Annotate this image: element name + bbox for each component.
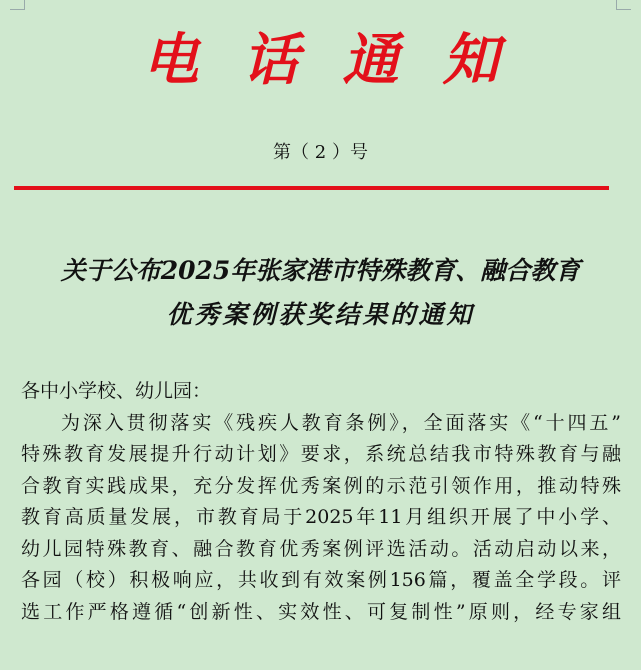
crop-mark-right	[616, 0, 631, 10]
notice-title-line-1: 关于公布2025年张家港市特殊教育、融合教育	[60, 256, 581, 285]
salutation: 各中小学校、幼儿园：	[21, 380, 212, 402]
body-line: 各园（校）积极响应，共收到有效案例156篇，覆盖全学段。评	[21, 569, 621, 591]
document-number: 第（ 2 ）号	[273, 142, 368, 163]
notice-title-line-2: 优秀案例获奖结果的通知	[166, 300, 475, 329]
body-line: 合教育实践成果，充分发挥优秀案例的示范引领作用，推动特殊	[21, 474, 621, 497]
body-line: 选工作严格遵循“创新性、实效性、可复制性”原则，经专家组	[21, 600, 621, 623]
body-line: 教育高质量发展，市教育局于2025年11月组织开展了中小学、	[21, 506, 621, 528]
crop-mark-left	[10, 0, 25, 10]
body-line: 特殊教育发展提升行动计划》要求，系统总结我市特殊教育与融	[21, 443, 621, 465]
notice-body	[21, 376, 621, 628]
body-line: 幼儿园特殊教育、融合教育优秀案例评选活动。活动启动以来，	[21, 537, 621, 560]
body-line: 为深入贯彻落实《残疾人教育条例》，全面落实《“十四五”	[61, 411, 621, 434]
red-divider-line	[14, 186, 609, 190]
document-header-title: 电话通知	[142, 27, 543, 93]
